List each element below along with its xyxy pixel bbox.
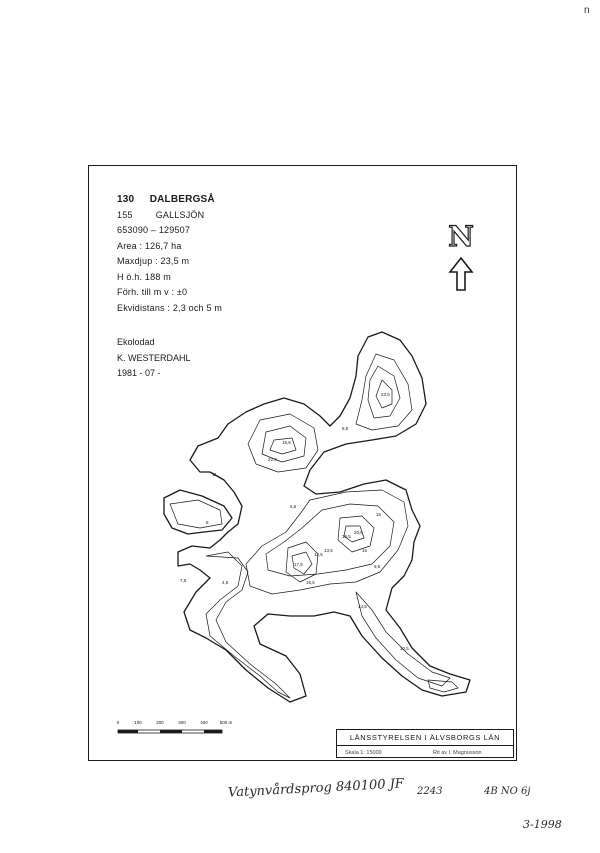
depth-label: 13,5 bbox=[324, 548, 333, 553]
lake-info-header bbox=[117, 192, 222, 316]
handwritten-code: 2243 bbox=[417, 786, 443, 797]
depth-label: 17,5 bbox=[294, 562, 303, 567]
corner-mark: n bbox=[584, 5, 590, 16]
scale-bar bbox=[116, 716, 236, 742]
authority-name: LÄNSSTYRELSEN I ÄLVSBORGS LÄN bbox=[337, 730, 513, 746]
scale-tick-label: 100 bbox=[134, 720, 142, 725]
scale-tick-label: 500 m bbox=[219, 720, 233, 725]
depth-contours bbox=[170, 354, 458, 698]
depth-label: 16 bbox=[362, 548, 368, 553]
area: Area : 126,7 ha bbox=[117, 240, 182, 251]
north-letter: N bbox=[448, 220, 474, 253]
elevation: H ö.h. 188 m bbox=[117, 271, 171, 282]
title-box bbox=[336, 729, 514, 758]
lake-name: DALBERGSÅ bbox=[149, 194, 215, 205]
survey-method: Ekolodad bbox=[117, 337, 155, 347]
north-arrow-shape bbox=[450, 258, 472, 290]
surveyor: K. WESTERDAHL bbox=[117, 352, 191, 363]
lake-depth-map bbox=[150, 320, 510, 710]
coordinates: 653090 – 129507 bbox=[117, 225, 191, 235]
contour-interval: Ekvidistans : 2,3 och 5 m bbox=[117, 302, 223, 313]
lake-shoreline bbox=[164, 332, 470, 702]
scale-tick-label: 0 bbox=[116, 720, 120, 725]
depth-label: 20,5 bbox=[354, 530, 363, 535]
sub-name: GALLSJÖN bbox=[155, 209, 205, 220]
depth-label: 16,5 bbox=[342, 534, 351, 539]
max-depth: Maxdjup : 23,5 m bbox=[117, 256, 190, 266]
water-level-regulation: Förh. till m v : ±0 bbox=[117, 287, 188, 297]
handwritten-code: 4B NO 6j bbox=[484, 786, 531, 797]
lake-title-row bbox=[117, 192, 222, 208]
depth-label: 14,5 bbox=[358, 604, 367, 609]
depth-label: 9,5 bbox=[374, 564, 381, 569]
depth-label: 23,5 bbox=[381, 392, 390, 397]
depth-label: 11 bbox=[212, 472, 217, 477]
depth-label: 12,5 bbox=[314, 552, 323, 557]
depth-label: 6,5 bbox=[290, 504, 297, 509]
drawn-by: Rit av I. Magnusson bbox=[433, 749, 482, 756]
depth-label: 7,5 bbox=[180, 578, 187, 583]
depth-label: 10,5 bbox=[400, 646, 409, 651]
depth-label: 8,5 bbox=[342, 426, 349, 431]
map-scale: Skala 1: 15000 bbox=[345, 749, 382, 756]
depth-label: 19,5 bbox=[306, 580, 315, 585]
depth-label: 15 bbox=[376, 512, 382, 517]
depth-label: 4,5 bbox=[222, 580, 229, 585]
scale-tick-label: 200 bbox=[156, 720, 164, 725]
scale-tick-label: 300 bbox=[178, 720, 186, 725]
depth-label: 8 bbox=[206, 520, 209, 525]
scale-tick-label: 400 bbox=[200, 720, 208, 725]
depth-label: 18,5 bbox=[282, 440, 291, 445]
north-arrow-icon bbox=[441, 220, 481, 295]
lake-number: 130 bbox=[117, 194, 135, 205]
handwritten-note: Vatynvårdsprog 840100 JF bbox=[227, 776, 405, 801]
title-box-details bbox=[337, 746, 513, 759]
sub-number: 155 bbox=[117, 209, 133, 220]
handwritten-date: 3-1998 bbox=[523, 818, 562, 831]
depth-label: 22,4 bbox=[268, 457, 277, 462]
depth-labels bbox=[180, 392, 409, 651]
survey-date: 1981 - 07 - bbox=[117, 368, 161, 378]
sub-lake-row bbox=[117, 208, 222, 224]
